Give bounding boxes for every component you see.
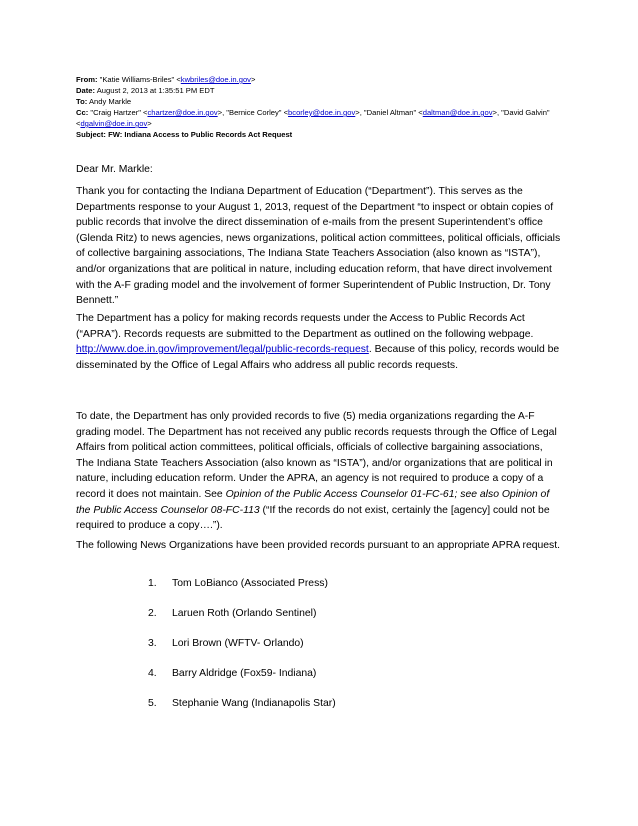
email-header bbox=[76, 74, 562, 140]
list-item: 4. Barry Aldridge (Fox59- Indiana) bbox=[148, 668, 317, 679]
paragraph-response: Thank you for contacting the Indiana Department of Education (“Department”). This serves as the Departments response to your August 1, 2013, request of the Department “to inspect or obtain copies of public records that involve the direct dissemination of e-mails from the present Superintendent’s office (Glenda Ritz) to news agencies, news organizations, political action committees, political officials, officials of collective bargaining associations, The Indiana State Teachers Association (also known as “ISTA”), and/or organizations that are political in nature, including education reform, that have direct involvement with the A-F grading model and the involvement of former Superintendent of Public Instruction, Dr. Tony Bennett.” bbox=[76, 186, 561, 307]
salutation: Dear Mr. Markle: bbox=[76, 164, 153, 175]
cc-email-link[interactable]: daltman@doe.in.gov bbox=[422, 108, 493, 117]
paragraph-policy: The Department has a policy for making records requests under the Access to Public Records Act (“APRA”). Records requests are submitted to the Department as outlined on the following webpage. http://www.doe.in.gov/improvement/legal/public-records-request. Because of this policy, records would be disseminated by the Office of Legal Affairs who address all public records requests. bbox=[76, 313, 560, 371]
to-line: To: Andy Markle bbox=[76, 97, 132, 106]
cc-email-link[interactable]: chartzer@doe.in.gov bbox=[147, 108, 218, 117]
list-item: 5. Stephanie Wang (Indianapolis Star) bbox=[148, 698, 336, 709]
from-email-link[interactable]: kwbriles@doe.in.gov bbox=[180, 75, 251, 84]
from-line: From: "Katie Williams-Briles" <kwbriles@doe.in.gov> bbox=[76, 75, 256, 84]
cc-email-link[interactable]: dgalvin@doe.in.gov bbox=[80, 119, 148, 128]
subject-line: Subject: FW: Indiana Access to Public Records Act Request bbox=[76, 130, 293, 139]
date-line: Date: August 2, 2013 at 1:35:51 PM EDT bbox=[76, 86, 215, 95]
organizations-list bbox=[148, 576, 336, 726]
list-item: 3. Lori Brown (WFTV- Orlando) bbox=[148, 638, 304, 649]
list-item: 2. Laruen Roth (Orlando Sentinel) bbox=[148, 608, 317, 619]
cc-email-link[interactable]: bcorley@doe.in.gov bbox=[288, 108, 356, 117]
records-request-link[interactable]: http://www.doe.in.gov/improvement/legal/public-records-request bbox=[76, 344, 369, 356]
paragraph-news-orgs: The following News Organizations have been provided records pursuant to an appropriate APRA request. bbox=[76, 540, 561, 551]
cc-line: Cc: "Craig Hartzer" <chartzer@doe.in.gov>, "Bernice Corley" <bcorley@doe.in.gov>, "Daniel Altman" <daltman@doe.in.gov>, "David Galvin" <dgalvin@doe.in.gov> bbox=[76, 108, 550, 128]
paragraph-to-date: To date, the Department has only provided records to five (5) media organizations regarding the A-F grading model. The Department has not received any public records requests through the Office of Legal Affairs from political action committees, political officials, officials of collective bargaining associations, The Indiana State Teachers Association (also known as “ISTA”), and/or organizations that are political in nature, including education reform. Under the APRA, an agency is not required to produce a copy of a record it does not maintain. See Opinion of the Public Access Counselor 01-FC-61; see also Opinion of the Public Access Counselor 08-FC-113 (“If the records do not exist, certainly the [agency] could not be required to produce a copy….”). bbox=[76, 411, 557, 532]
list-item: 1. Tom LoBianco (Associated Press) bbox=[148, 578, 328, 589]
